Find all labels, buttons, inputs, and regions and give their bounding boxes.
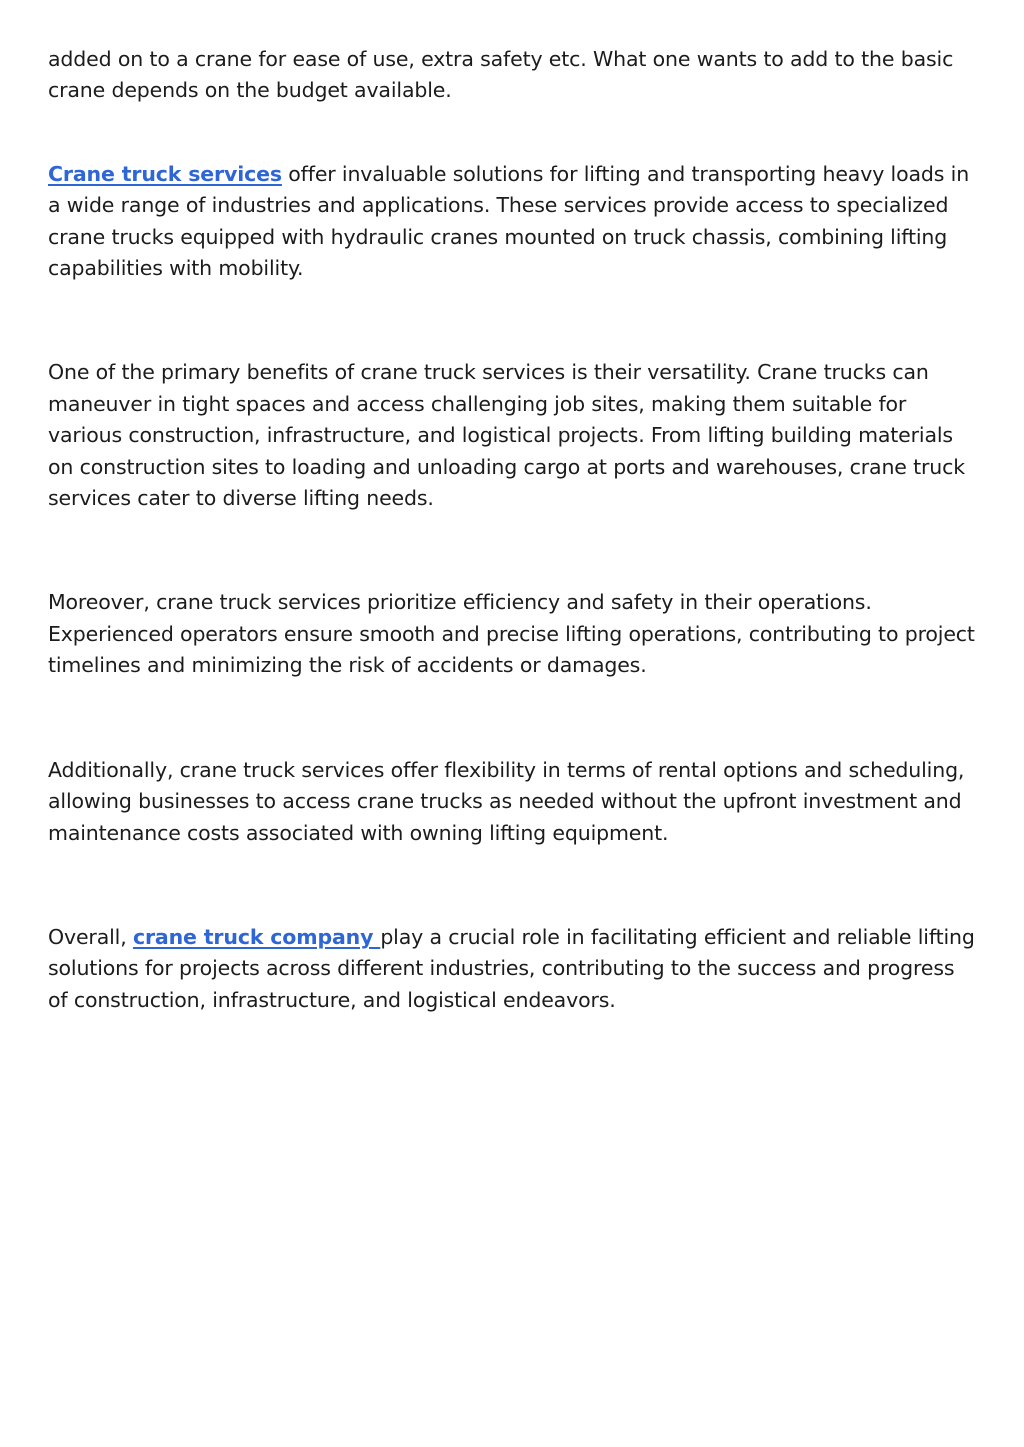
paragraph-efficiency-safety: Moreover, crane truck services prioritize efficiency and safety in their operations. Experienced operators ensure smooth and precise lifting operations, contributing to project timelines and minimizing the risk of accidents or damages. [48, 590, 975, 678]
paragraph-overall [48, 922, 978, 1016]
crane-truck-services-link[interactable]: Crane truck services [48, 161, 282, 186]
paragraph-flexibility: Additionally, crane truck services offer flexibility in terms of rental options and scheduling, allowing businesses to access crane trucks as needed without the upfront investment and maintenance costs associated with owning lifting equipment. [48, 757, 965, 845]
paragraph-text-lead: Overall, [48, 924, 133, 949]
paragraph-crane-truck-services [48, 159, 978, 285]
paragraph-text: offer invaluable solutions for lifting and transporting heavy loads in a wide range of industries and applications. These services provide access to specialized crane trucks equipped with hydraulic cranes mounted on truck chassis, combining lifting capabilities with mobility. [48, 161, 970, 281]
document-body [48, 44, 978, 1016]
crane-truck-company-link[interactable]: crane truck company [132, 924, 381, 949]
paragraph-text: play a crucial role in facilitating efficient and reliable lifting solutions for projects across different industries, contributing to the success and progress of construction, infrastructure, and logistical endeavors. [48, 924, 975, 1012]
paragraph-crane-budget: added on to a crane for ease of use, extra safety etc. What one wants to add to the basic crane depends on the budget available. [48, 47, 954, 103]
paragraph-versatility: One of the primary benefits of crane truck services is their versatility. Crane trucks can maneuver in tight spaces and access challenging job sites, making them suitable for various construction, infrastructure, and logistical projects. From lifting building materials on construction sites to loading and unloading cargo at ports and warehouses, crane truck services cater to diverse lifting needs. [48, 360, 965, 511]
